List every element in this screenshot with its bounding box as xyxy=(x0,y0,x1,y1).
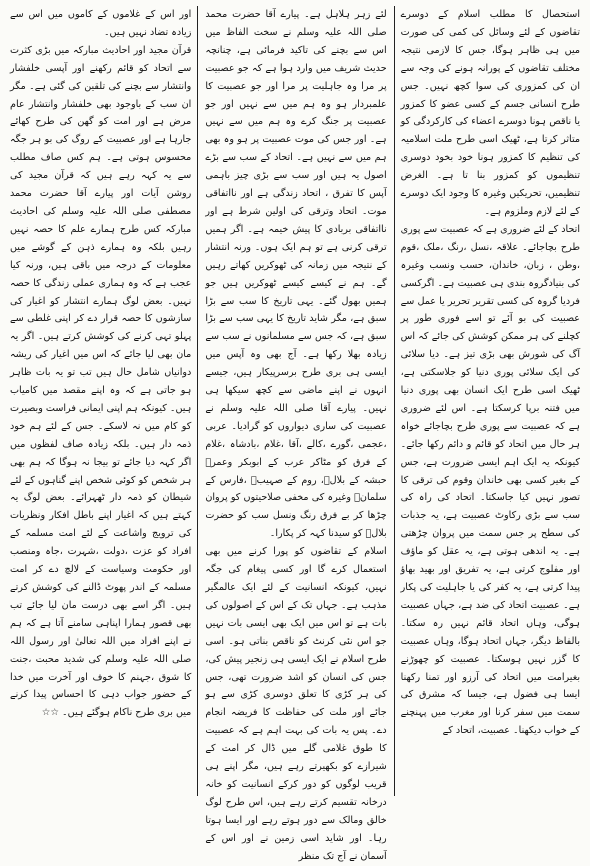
column-middle-paragraph-1: لئے زہر ہلاہل ہے۔ پیارے آقا حضرت محمد صلی اللہ علیہ وسلم نے سخت الفاظ میں اس سے بچنے کی تاکید فرمائی ہے، چنانچہ حدیث شریف میں وارد ہوا ہے کہ جو عصبیت پر مرا وہ جاہلیت پر مرا اور جو عصبیت کا علمبردار ہو وہ ہم میں سے نہیں اور جو عصبیت پر جنگ کرے وہ ہم میں سے نہیں ہے۔ اور جس کی موت عصبیت پر ہو وہ بھی ہم میں سے نہیں ہے۔ اتحاد کے سب سے بڑے اصول یہ ہیں اور سب سے بڑی چیز باہمی آپس کا تفرق ، اتحاد زندگی ہے اور نااتفاقی موت۔ اتحاد وترقی کی اولین شرط ہے اور نااتفاقی بربادی کا پیش خیمہ ہے۔ اگر ہمیں ترقی کرنی ہے تو ہم ایک ہوں۔ ورنہ انتشار کے نتیجہ میں زمانہ کی ٹھوکریں کھاتے رہیں گے۔ ہم نے کیسے کیسے ٹھوکریں ہیں جو ہمیں بھول گئے۔ یہی تاریخ کا سب سے بڑا سبق ہے، مگر شاید تاریخ کا یہی سب سے بڑا سبق ہے، کہ جس سے مسلمانوں نے سب سے زیادہ بھلا رکھا ہے۔ آج بھی وہ آپس میں ایسی ہی بری طرح برسرپیکار ہیں، جیسے انہوں نے اپنے ماضی سے کچھ سیکھا ہی نہیں۔ پیارے آقا صلی اللہ علیہ وسلم نے عصبیت کی ساری دیواروں کو گرادیا۔ عربی ،عجمی ،گورے ،کالے ،آقا ،غلام ،بادشاہ ،غلام کے فرق کو مٹاکر عرب کے ابوبکر وعمرؓ حبشہ کے بلالؓ، روم کے صہیبؓ ،فارس کے سلمانؓ وغیرہ کی مخفی صلاحیتوں کو پروان چڑھا کر بے فرق رنگ ونسل سب کو حضرت بلالؓ کو سیدنا کہہ کر پکارا۔ xyxy=(205,9,387,540)
column-right-paragraph-2: اتحاد کے لئے ضروری ہے کہ عصبیت سے پوری طرح بچاجائے۔ علاقہ ،نسل ،رنگ ،ملک ،قوم ،وطن ، زبان، خاندان، حسب ونسب وغیرہ کی بنیادگروہ بندی ہی عصبیت ہے۔ اگرکسی فردیا گروہ کی کسی تقریر تحریر یا عمل سے عصبیت کی بو آئے تو اسے فوری طور پر کچلنے کی ہر ممکن کوشش کی جائے کہ اس آگ کی شورش بھی بڑی تیز ہے۔ دیا سلائی کی ایک سلائی پوری دنیا کو جلاسکتی ہے، ٹھیک اسی طرح ایک انسان بھی پوری دنیا میں فتنہ برپا کرسکتا ہے۔ اس لئے ضروری ہے کہ عصبیت سے پوری طرح بچاجائے خواہ ہر حال میں اتحاد کو قائم و دائم رکھا جائے۔ کیونکہ یہ ایک اہم ایسی ضرورت ہے، جس کے بغیر کسی بھی خاندان وقوم کی ترقی کا تصور نہیں کیا جاسکتا۔ اتحاد کی راہ کی سب سے بڑی رکاوٹ عصبیت ہے، یہ جذبات کی سطح پر جس سمت میں پروان چڑھتی ہے۔ یہ اندھی ہوتی ہے، یہ عقل کو ماؤف اور مفلوج کرتی ہے، یہ تفریق اور بھید بھاؤ پیدا کرتی ہے، یہ کفر کی یا جاہلیت کی پکار ہے۔ عصبیت اتحاد کی ضد ہے، جہاں عصبیت ہوگی، وہاں اتحاد قائم نہیں رہ سکتا۔ بالفاظ دیگر، جہاں اتحاد ہوگا، وہاں عصبیت کا گزر نہیں ہوسکتا۔ عصبیت کو چھوڑنے بغیرامت میں اتحاد کی آرزو اور تمنا رکھنا ایسا ہی فضول ہے، جیسا کہ مشرق کی سمت میں سفر کرنا اور مغرب میں پہنچنے کے خواب دیکھنا۔ عصبیت، اتحاد کے xyxy=(400,223,580,737)
column-middle-paragraph-2: اسلام کے تقاضوں کو پورا کرنے میں بھی استعمال کرے گا اور کسی پیغام کی جگہ نہیں، کیونکہ انسانیت کے لئے ایک عالمگیر مذہب ہے۔ جہاں تک کے اس کے اصولوں کی بات ہے تو اس میں ایک بھی ایسی بات نہیں جو اس نئی کرنٹ کو ناقص بناتی ہو۔ اسی طرح اسلام نے ایک ایسی ہی زنجیر پیش کی، جس کی انسان کو اشد ضرورت تھی، جس کی ہر کڑی کا تعلق دوسری کڑی سے ہو جائے اور ملت کی حفاظت کا فریضہ انجام دے۔ پس یہ بات کی بہت اہم ہے کہ عصبیت کا طوق غلامی گلے میں ڈال کر امت کے شیرازے کو بکھیرتے رہے ہیں، مگر اپنے ہی قریب لوگوں کو دور کرکے انسانیت کو خانہ درخانہ تقسیم کرتے رہے ہیں، اس طرح لوگ خالق ومالک سے دور ہوتے رہے اور ایسا ہوتا رہا۔ اور شاید اسی زمین نے اور اس کے آسمان نے آج تک منظر xyxy=(205,546,387,862)
article-column-middle xyxy=(198,6,393,862)
column-left-paragraph-2: قرآن مجید اور احادیث مبارکہ میں بڑی کثرت سے اتحاد کو قائم رکھنے اور آپسی خلفشار وانتشار سے بچنے کی تلقین کی گئی ہے۔ مگر ان سب کے باوجود بھی خلفشار وانتشار عام مرض ہے اور امت کو گھن کی طرح کھائے جارہا ہے اور عصبیت کے روگ کی بو ہر جگہ محسوس ہوتی ہے۔ ہم کس صاف مطلب سے یہ کہہ رہے ہیں کہ قرآن مجید کی روشن آیات اور پیارے آقا حضرت محمد مصطفی صلی اللہ علیہ وسلم کی احادیث مبارکہ کس طرح ہمارے علم کا حصہ نہیں رہیں بلکہ وہ ہمارے ذہن کے گوشے میں معلومات کے درجہ میں باقی ہیں، ورنہ کیا عجب ہے کہ وہ ہماری عملی زندگی کا حصہ نہیں۔ بعض لوگ ہمارے انتشار کو اغیار کی سازشوں کا حصہ قرار دے کر اپنی غلطی سے پہلو تہی کرنے کی کوشش کرتے ہیں۔ اگر یہ مان بھی لیا جائے کہ اس میں اغیار کی ریشہ دوانیاں شامل حال ہیں تب تو یہ بات ظاہر ہو جاتی ہے کہ وہ اپنے مقصد میں کامیاب ہیں۔ کیونکہ ہم اپنی ایمانی فراست وبصیرت کو کام میں نہ لاسکے۔ جس کے لئے ہم خود ذمہ دار ہیں۔ بلکہ زیادہ صاف لفظوں میں اگر کہہ دیا جائے تو بیجا نہ ہوگا کہ ہم بھی ہر شخص کو کوئی شخص اپنے گناہوں کے لئے شیطان کو ذمہ دار ٹھہرائے۔ بعض لوگ یہ کہتے ہیں کہ اغیار اپنے باطل افکار ونظریات کی ترویج واشاعت کے لئے امت مسلمہ کے افراد کو عزت ،دولت ،شہرت ،جاہ ومنصب اور حکومت وسیاست کے لالچ دے کر امت مسلمہ کے اندر پھوٹ ڈالنے کی کوشش کرتے ہیں۔ اگر اسے بھی درست مان لیا جائے تب بھی قصور ہمارا اپناہی سامنے آتا ہے کہ ہم نے اپنے افراد میں اللہ تعالیٰ اور رسول اللہ صلی اللہ علیہ وسلم کی شدید محبت ،جنت کا شوق ،جہنم کا خوف اور آخرت میں خدا کے حضور جواب دہی کا احساس پیدا کرنے میں بری طرح ناکام ہوگئے ہیں۔ ☆☆ xyxy=(10,44,192,719)
article-column-left xyxy=(6,6,197,796)
column-right-paragraph-1: استحصال کا مطلب اسلام کے دوسرے تقاضوں کے لئے وسائل کی کمی کی صورت میں ہی ظاہر ہوگا، جس کا لازمی نتیجہ مختلف تقاضوں کے پورانہ ہونے کی وجہ سے ان کی کمزوری کی سوا کچھ نہیں۔ جس طرح انسانی جسم کے کسی عضو کا کمزور یا ناقص ہونا دوسرے اعضاء کی کارکردگی کو متاثر کرتا ہے، ٹھیک اسی طرح ملت اسلامیہ کی تنظیم کا کمزور ہونا خود بخود دوسری تنظیموں کو کمزور بنا تا ہے۔ الغرض تنظیمیں، تحریکیں وغیرہ کا وجود ایک دوسرے کے لئے لازم وملزوم ہے۔ xyxy=(400,9,580,217)
article-column-right xyxy=(395,6,584,796)
column-left-paragraph-1: اور اس کے غلاموں کے کاموں میں اس سے زیادہ تضاد نہیں ہیں۔ xyxy=(10,9,192,38)
